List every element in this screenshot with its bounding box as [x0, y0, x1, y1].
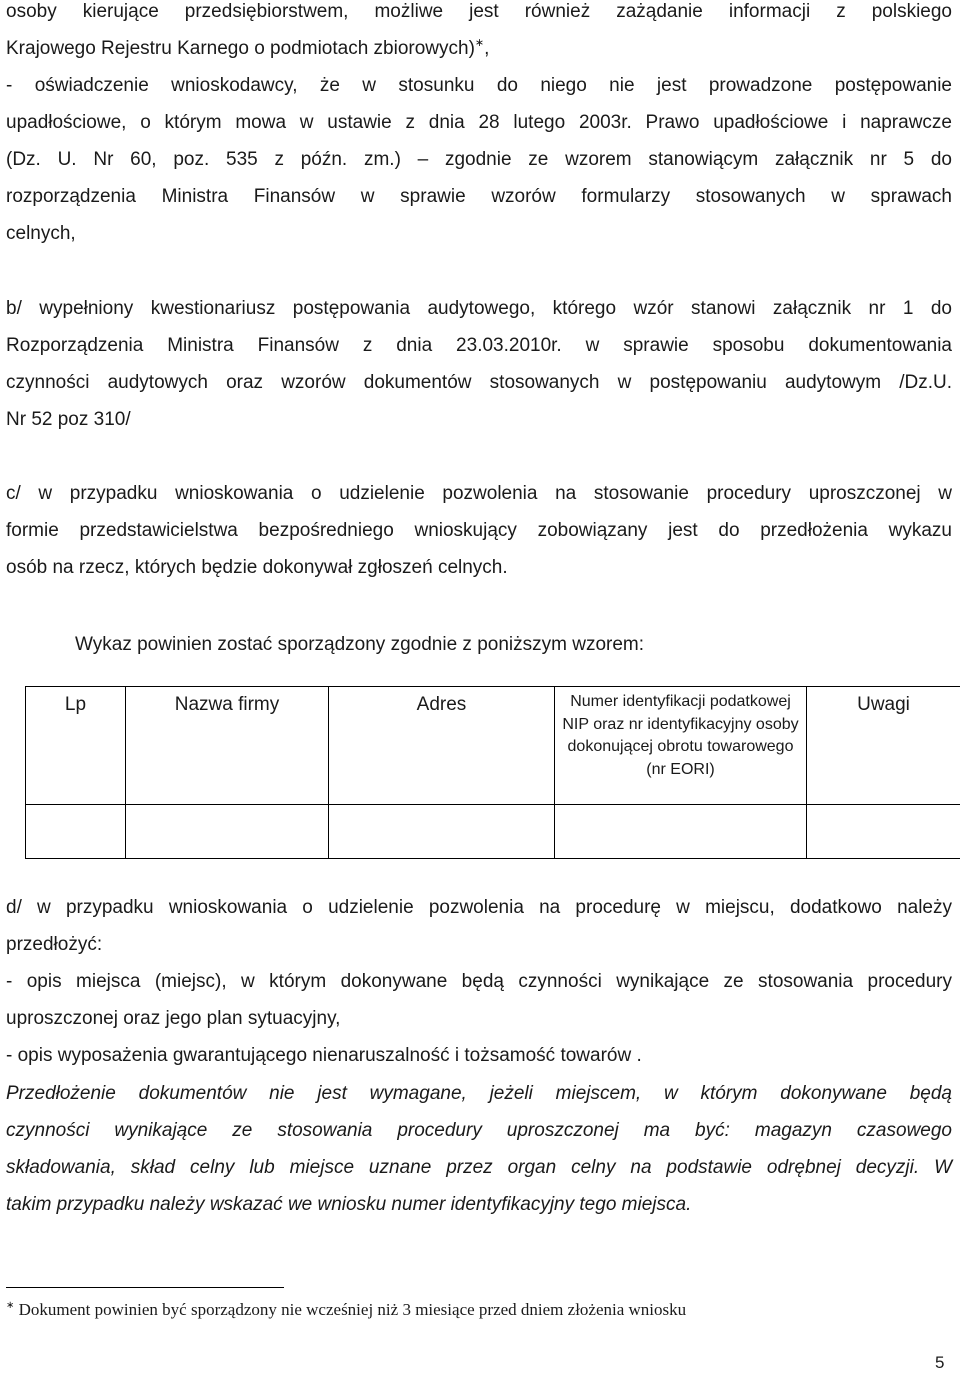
text-line: Rozporządzenia Ministra Finansów z dnia 23.03.2010r. w sprawie sposobu dokumentowania: [6, 335, 952, 356]
text-line: czynności audytowych oraz wzorów dokumentów stosowanych w postępowaniu audytowym /Dz.U.: [6, 372, 952, 393]
table-cell[interactable]: [807, 805, 960, 859]
table-header-cell: Adres: [329, 687, 555, 805]
table-header-cell: Lp: [26, 687, 126, 805]
table-header-cell: Numer identyfikacji podatkowej NIP oraz nr identyfikacyjny osoby dokonującej obrotu towarowego (nr EORI): [555, 687, 807, 805]
text-line: b/ wypełniony kwestionariusz postępowania audytowego, którego wzór stanowi załącznik nr 1 do: [6, 298, 952, 319]
wykaz-table: [25, 686, 960, 859]
table-header-cell: Nazwa firmy: [126, 687, 329, 805]
text-line: - oświadczenie wnioskodawcy, że w stosunku do niego nie jest prowadzone postępowanie: [6, 75, 952, 96]
text-line: składowania, skład celny lub miejsce uznane przez organ celny na podstawie odrębnej decyzji. W: [6, 1157, 952, 1178]
table-cell[interactable]: [126, 805, 329, 859]
wykaz-intro: Wykaz powinien zostać sporządzony zgodnie z poniższym wzorem:: [75, 634, 645, 655]
page-number: 5: [935, 1353, 945, 1372]
text-line: rozporządzenia Ministra Finansów w sprawie wzorów formularzy stosowanych w sprawach: [6, 186, 952, 207]
text-line: Przedłożenie dokumentów nie jest wymagane, jeżeli miejscem, w którym dokonywane będą: [6, 1083, 952, 1104]
text-line: osoby kierujące przedsiębiorstwem, możliwe jest również zażądanie informacji z polskiego: [6, 1, 952, 22]
table-cell[interactable]: [555, 805, 807, 859]
table-cell[interactable]: [26, 805, 126, 859]
text-line: celnych,: [6, 223, 76, 244]
table-header-row: [26, 687, 960, 805]
table-header-cell: Uwagi: [807, 687, 960, 805]
text-line: d/ w przypadku wnioskowania o udzielenie pozwolenia na procedurę w miejscu, dodatkowo należy: [6, 897, 952, 918]
text-line: formie przedstawicielstwa bezpośredniego wnioskujący zobowiązany jest do przedłożenia wykazu: [6, 520, 952, 541]
table-row: [26, 805, 960, 859]
table-cell[interactable]: [329, 805, 555, 859]
text-line: Krajowego Rejestru Karnego o podmiotach zbiorowych)∗,: [6, 37, 490, 59]
text-line: uproszczonej oraz jego plan sytuacyjny,: [6, 1008, 341, 1029]
text-line: c/ w przypadku wnioskowania o udzielenie pozwolenia na stosowanie procedury uproszczonej w: [6, 483, 952, 504]
footnote-separator: [6, 1287, 284, 1288]
text-line: takim przypadku należy wskazać we wniosku numer identyfikacyjny tego miejsca.: [6, 1194, 692, 1215]
text-line: osób na rzecz, których będzie dokonywał zgłoszeń celnych.: [6, 557, 508, 578]
text-line: Nr 52 poz 310/: [6, 409, 131, 430]
text-line: - opis miejsca (miejsc), w którym dokonywane będą czynności wynikające ze stosowania procedury: [6, 971, 952, 992]
footnote: ∗ Dokument powinien być sporządzony nie wcześniej niż 3 miesiące przed dniem złożenia wniosku: [6, 1300, 687, 1319]
text-line: czynności wynikające ze stosowania procedury uproszczonej ma być: magazyn czasowego: [6, 1120, 952, 1141]
text-line: przedłożyć:: [6, 934, 103, 955]
text-line: (Dz. U. Nr 60, poz. 535 z późn. zm.) – zgodnie ze wzorem stanowiącym załącznik nr 5 do: [6, 149, 952, 170]
footnote-reference: ∗: [474, 37, 485, 49]
text-line: upadłościowe, o którym mowa w ustawie z dnia 28 lutego 2003r. Prawo upadłościowe i naprawcze: [6, 112, 952, 133]
text-line: - opis wyposażenia gwarantującego nienaruszalność i tożsamość towarów .: [6, 1045, 642, 1066]
footnote-mark: ∗: [6, 1300, 15, 1311]
